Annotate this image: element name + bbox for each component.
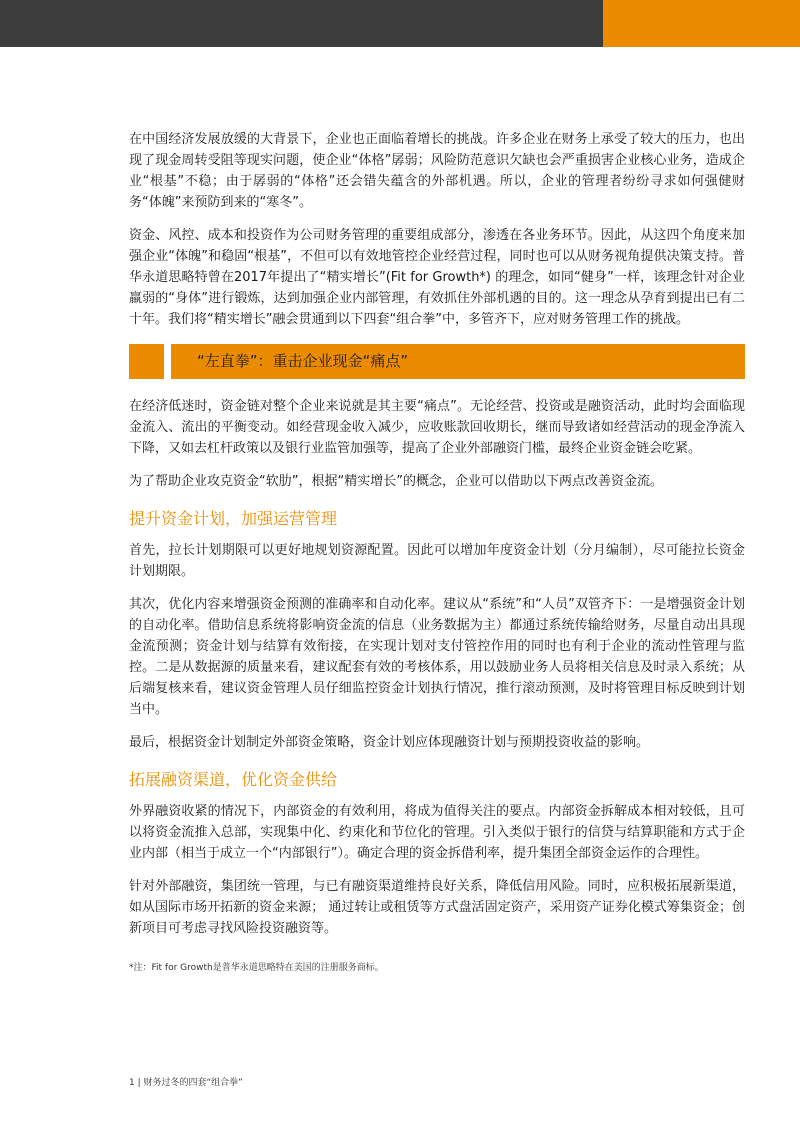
intro-paragraph-2: 资金、风控、成本和投资作为公司财务管理的重要组成部分，渗透在各业务环节。因此，从这四个角度来加强企业“体魄”和稳固“根基”，不但可以有效地管控企业经营过程，同时也可以从财务视角提供决策支持。普华永道思略特曾在2017年提出了“精实增长”(Fit for Growth*) 的理念，如同“健身”一样，该理念针对企业羸弱的“身体”进行锻炼，达到加强企业内部管理，有效抓住外部机遇的目的。这一理念从孕育到提出已有二十年。我们将“精实增长”融会贯通到以下四套“组合拳”中，多管齐下，应对财务管理工作的挑战。 — [129, 228, 745, 327]
section-banner — [129, 344, 745, 379]
document-body — [129, 129, 745, 975]
page-footer: 1 | 财务过冬的四套“组合拳” — [129, 1078, 243, 1088]
section-heading-financing: 拓展融资渠道，优化资金供给 — [129, 770, 338, 789]
banner-square-marker — [129, 344, 164, 379]
plan-paragraph-3: 最后，根据资金计划制定外部资金策略，资金计划应体现融资计划与预期投资收益的影响。 — [129, 735, 650, 750]
header-accent-bar — [603, 0, 800, 47]
header-dark-bar — [0, 0, 603, 47]
cash-pain-paragraph: 在经济低迷时，资金链对整个企业来说就是其主要“痛点”。无论经营、投资或是融资活动，此时均会面临现金流入、流出的平衡变动。如经营现金收入减少，应收账款回收期长，继而导致诸如经营活动的现金净流入下降，又如去杠杆政策以及银行业监管加强等，提高了企业外部融资门槛，最终企业资金链会吃紧。 — [129, 399, 745, 456]
trademark-footnote: *注：Fit for Growth是普华永道思略特在美国的注册服务商标。 — [129, 963, 384, 973]
plan-paragraph-2: 其次，优化内容来增强资金预测的准确率和自动化率。建议从“系统”和“人员”双管齐下：一是增强资金计划的自动化率。借助信息系统将影响资金流的信息（业务数据为主）都通过系统传输给财务，尽量自动出具现金流预测；资金计划与结算有效衔接，在实现计划对支付管控作用的同时也有利于企业的流动性管理与监控。二是从数据源的质量来看，建议配套有效的考核体系，用以鼓励业务人员将相关信息及时录入系统；从后端复核来看，建议资金管理人员仔细监控资金计划执行情况，推行滚动预测，及时将管理目标反映到计划当中。 — [129, 597, 745, 717]
financing-paragraph-1: 外界融资收紧的情况下，内部资金的有效利用，将成为值得关注的要点。内部资金拆解成本相对较低，且可以将资金流推入总部，实现集中化、约束化和节位化的管理。引入类似于银行的信贷与结算职能和方式于企业内部（相当于成立一个“内部银行”）。确定合理的资金拆借利率，提升集团全部资金运作的合理性。 — [129, 804, 745, 861]
cash-improve-paragraph: 为了帮助企业攻克资金“软肋”，根据“精实增长”的概念，企业可以借助以下两点改善资金流。 — [129, 474, 663, 489]
financing-paragraph-2: 针对外部融资，集团统一管理，与已有融资渠道维持良好关系，降低信用风险。同时，应积极拓展新渠道，如从国际市场开拓新的资金来源； 通过转让或租赁等方式盘活固定资产，采用资产证券化模式筹集资金；创新项目可考虑寻找风险投资融资等。 — [129, 879, 745, 936]
plan-paragraph-1: 首先，拉长计划期限可以更好地规划资源配置。因此可以增加年度资金计划（分月编制），尽可能拉长资金计划期限。 — [129, 543, 745, 579]
banner-title: “左直拳”：重击企业现金“痛点” — [171, 344, 745, 379]
intro-paragraph-1: 在中国经济发展放缓的大背景下，企业也正面临着增长的挑战。许多企业在财务上承受了较大的压力，也出现了现金周转受阻等现实问题，使企业“体格”孱弱；风险防范意识欠缺也会严重损害企业核心业务，造成企业“根基”不稳；由于孱弱的“体格”还会错失蕴含的外部机遇。所以，企业的管理者纷纷寻求如何强健财务“体魄”来预防到来的“寒冬”。 — [129, 132, 745, 210]
section-heading-plan: 提升资金计划，加强运营管理 — [129, 509, 338, 528]
